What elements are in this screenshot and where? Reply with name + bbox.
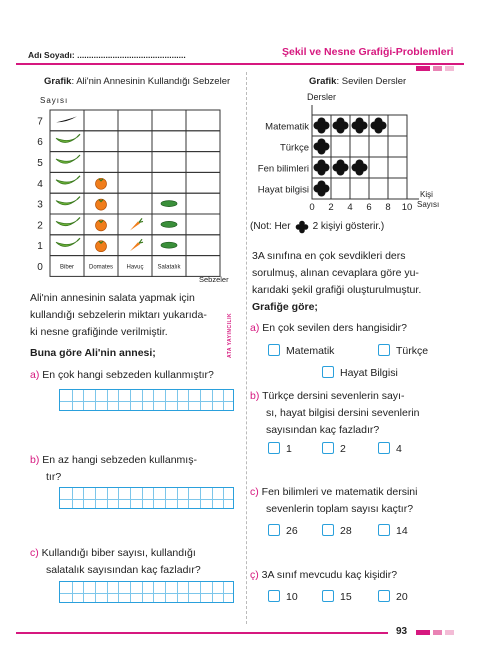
grid-cell [369,157,388,178]
y-tick-label: 2 [37,220,43,232]
grid-cell [369,178,388,199]
y-tick-label: 6 [37,137,43,149]
grid-cell [118,110,152,131]
grid-cell [369,136,388,157]
grid-cell [331,136,350,157]
grid-cell [118,152,152,173]
tomato-icon [96,241,107,252]
grid-cell [388,157,407,178]
grid-cell [118,214,152,235]
right-chart-y-label: Dersler [307,92,337,102]
checkbox[interactable] [268,590,280,602]
right-lead: Grafiğe göre; [252,301,318,313]
page-number: 93 [396,626,408,637]
answer-area-c[interactable] [59,581,234,603]
x-tick-label: 8 [385,202,391,213]
row-label: Fen bilimleri [257,163,309,175]
flower-icon [314,160,330,176]
question-right-b: b) Türkçe dersini sevenlerin sayı- sı, hayat bilgisi dersini sevenlerin sayısından kaç fazladır? [250,390,420,436]
checkbox[interactable] [378,442,390,454]
flower-icon [314,181,330,197]
row-label: Türkçe [279,142,309,154]
grid-cell [152,172,186,193]
carrot-icon [130,239,143,251]
option-c-26[interactable]: 26 [268,524,298,539]
grid-cell [186,172,220,193]
x-tick-label: 0 [309,202,315,213]
grid-cell [152,131,186,152]
footer-line [16,632,388,634]
option-d-20[interactable]: 20 [378,590,408,605]
pepper-icon [56,134,80,142]
tomato-icon [96,178,107,189]
checkbox[interactable] [322,590,334,602]
y-tick-label: 5 [37,158,43,169]
left-chart-title: Grafik: Ali'nin Annesinin Kullandığı Sebzeler [44,76,231,87]
publisher-label: ATA YAYINCILIK [227,312,233,358]
tomato-icon [96,220,107,231]
right-intro: 3A sınıfına en çok sevdikleri ders sorulmuş, alınan cevaplara göre yu- karıdaki şekil grafiği oluşturulmuştur. [252,250,422,296]
y-tick-label: 3 [37,199,43,211]
grid-cell [84,152,118,173]
grid-cell [186,152,220,173]
right-chart-note: (Not: Her 2 kişiyi gösterir.) [250,220,384,235]
grid-cell [186,110,220,131]
grid-cell [84,131,118,152]
x-tick-label: 2 [328,202,334,213]
header-top-line [16,63,464,65]
checkbox[interactable] [378,590,390,602]
option-c-28[interactable]: 28 [322,524,352,539]
name-field-label: Adı Soyadı: .............................................. [28,50,186,60]
left-lead: Buna göre Ali'nin annesi; [30,347,156,359]
left-chart-y-label: Sayısı [40,96,69,105]
grid-cell [84,110,118,131]
grid-cell [118,235,152,256]
x-tick-label: 10 [401,202,413,213]
grid-cell [350,136,369,157]
grid-cell [118,172,152,193]
x-tick-label: Salatalık [157,264,181,271]
left-chart [28,108,238,288]
pepper-icon [56,155,80,163]
checkbox[interactable] [378,344,390,356]
x-tick-label: Havuç [126,264,144,271]
checkbox[interactable] [268,524,280,536]
grid-cell [118,193,152,214]
option-d-10[interactable]: 10 [268,590,298,605]
flower-icon [314,118,330,134]
checkbox[interactable] [322,442,334,454]
flower-icon [295,220,309,234]
y-tick-label: 0 [37,262,43,273]
column-divider [246,72,247,624]
flower-icon [333,118,349,134]
question-right-c: c) Fen bilimleri ve matematik dersini sevenlerin toplam sayısı kaçtır? [250,486,418,515]
grid-cell [388,136,407,157]
grid-cell [388,115,407,136]
flower-icon [333,160,349,176]
pepper-icon [56,197,80,205]
cucumber-icon [161,242,177,248]
grid-cell [186,131,220,152]
grid-cell [186,256,220,277]
option-b-2[interactable]: 2 [322,442,346,457]
grid-cell [350,178,369,199]
checkbox[interactable] [322,524,334,536]
grid-cell [186,193,220,214]
checkbox[interactable] [268,344,280,356]
option-b-1[interactable]: 1 [268,442,292,457]
left-chart-x-label: Sebzeler [199,275,229,284]
question-right-a: a) En çok sevilen ders hangisidir? [250,322,408,334]
worksheet-title: Şekil ve Nesne Grafiği-Problemleri [282,46,454,58]
left-chart-svg [28,108,238,288]
checkbox[interactable] [378,524,390,536]
grid-cell [186,235,220,256]
option-b-4[interactable]: 4 [378,442,402,457]
pepper-icon [56,238,80,246]
pepper-icon [56,176,80,184]
option-a-matematik[interactable]: Matematik [268,344,334,359]
right-chart-x-label: Kişi Sayısı [417,190,440,209]
grid-cell [118,131,152,152]
question-left-b: b) En az hangi sebzeden kullanmış- tır? [30,454,197,483]
pepper-icon [56,116,77,122]
y-tick-label: 4 [37,178,43,190]
answer-area-b[interactable] [59,487,234,509]
left-intro: Ali'nin annesinin salata yapmak için kullandığı sebzelerin miktarı yukarıda- ki nesne grafiğinde verilmiştir. [30,292,207,338]
flower-icon [371,118,387,134]
checkbox[interactable] [268,442,280,454]
option-a-hayat-bilgisi[interactable]: Hayat Bilgisi [322,366,398,381]
question-right-d: ç) 3A sınıf mevcudu kaç kişidir? [250,569,398,581]
flower-icon [352,160,368,176]
grid-cell [152,152,186,173]
right-chart-title: Grafik: Sevilen Dersler [309,76,407,87]
y-tick-label: 1 [37,241,43,253]
x-tick-label: 6 [366,202,372,213]
option-a-turkce[interactable]: Türkçe [378,344,428,359]
x-tick-label: 4 [347,202,353,213]
pepper-icon [56,217,80,225]
question-left-c: c) Kullandığı biber sayısı, kullandığı salatalık sayısından kaç fazladır? [30,547,201,576]
grid-cell [331,178,350,199]
grid-cell [186,214,220,235]
cucumber-icon [161,201,177,207]
tomato-icon [96,199,107,210]
x-tick-label: Domates [88,264,114,271]
option-d-15[interactable]: 15 [322,590,352,605]
x-tick-label: Biber [59,264,75,271]
grid-cell [388,178,407,199]
row-label: Hayat bilgisi [257,184,309,196]
y-tick-label: 7 [37,116,43,128]
answer-area-a[interactable] [59,389,234,411]
flower-icon [314,139,330,155]
carrot-icon [130,218,143,230]
flower-icon [352,118,368,134]
option-c-14[interactable]: 14 [378,524,408,539]
checkbox[interactable] [322,366,334,378]
cucumber-icon [161,221,177,227]
grid-cell [152,110,186,131]
row-label: Matematik [265,121,309,133]
question-left-a: a) En çok hangi sebzeden kullanmıştır? [30,369,214,381]
